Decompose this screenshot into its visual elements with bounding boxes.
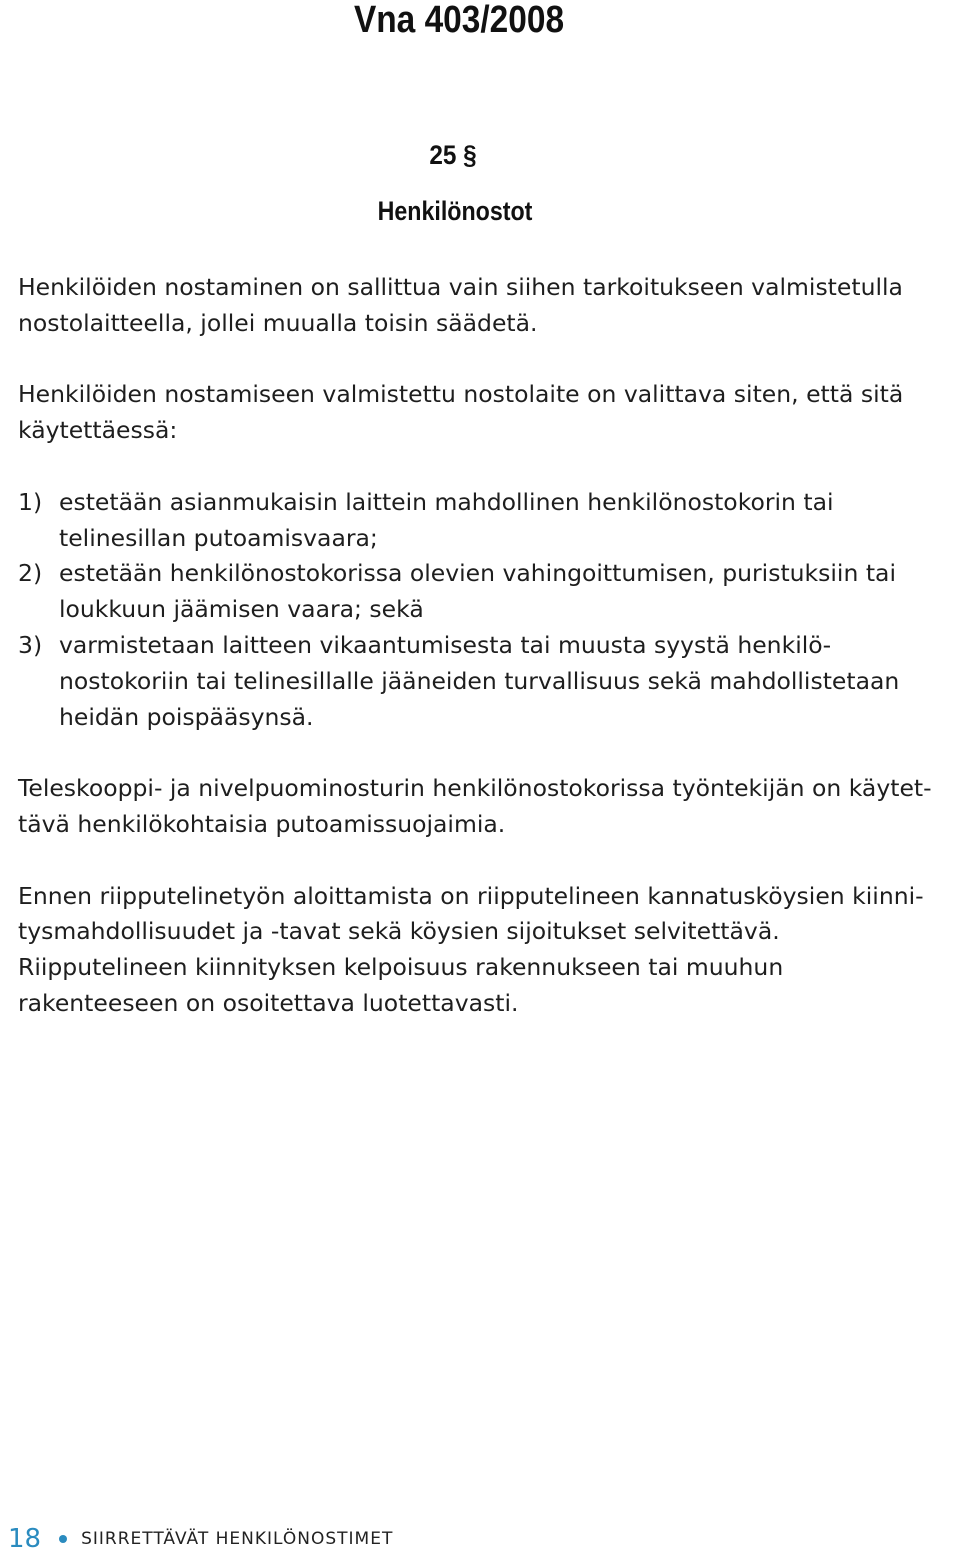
paragraph-3: Teleskooppi- ja nivelpuominosturin henkilönostokorissa työntekijän on käytettävä henkilökohtaisia putoamissuojaimia. bbox=[18, 774, 932, 838]
section-heading: Henkilönostot bbox=[377, 196, 533, 226]
document-title: Vna 403/2008 bbox=[353, 0, 565, 41]
list-item-number: 2) bbox=[18, 559, 43, 588]
list-item-number: 3) bbox=[18, 630, 43, 659]
list-item bbox=[18, 628, 948, 735]
list-item-number: 1) bbox=[18, 487, 43, 516]
body-text bbox=[18, 270, 948, 1058]
page-number: 18 bbox=[8, 1524, 42, 1554]
bullet-dot-icon bbox=[59, 1535, 67, 1543]
paragraph-4: Ennen riipputelinetyön aloittamista on riipputelineen kannatusköysien kiinnitysmahdollisuudet ja -tavat sekä köysien sijoitukset selvitettävä. Riipputelineen kiinnityksen kelpoisuus rakennukseen tai muuhun rakenteeseen on osoitettava luotettavasti. bbox=[18, 881, 924, 1017]
list-item-text: estetään asianmukaisin laittein mahdollinen henkilönostokorin tai telinesillan putoamisvaara; bbox=[59, 487, 834, 552]
list-item-text: varmistetaan laitteen vikaantumisesta tai muusta syystä henkilönostokoriin tai telinesillalle jääneiden turvallisuus sekä mahdollistetaan heidän poispääsynsä. bbox=[59, 630, 900, 731]
publication-title: SIIRRETTÄVÄT HENKILÖNOSTIMET bbox=[81, 1529, 394, 1549]
paragraph-2: Henkilöiden nostamiseen valmistettu nostolaite on valittava siten, että sitä käytettäessä: bbox=[18, 380, 904, 445]
paragraph-1: Henkilöiden nostaminen on sallittua vain siihen tarkoitukseen valmistetulla nostolaitteella, jollei muualla toisin säädetä. bbox=[18, 273, 903, 337]
list-item bbox=[18, 485, 948, 557]
numbered-list bbox=[18, 485, 948, 736]
list-item-text: estetään henkilönostokorissa olevien vahingoittumisen, puristuksiin tai loukkuun jäämisen vaara; sekä bbox=[59, 559, 896, 624]
section-number: 25 § bbox=[429, 140, 477, 170]
list-item bbox=[18, 556, 948, 628]
page-footer bbox=[8, 1524, 393, 1554]
